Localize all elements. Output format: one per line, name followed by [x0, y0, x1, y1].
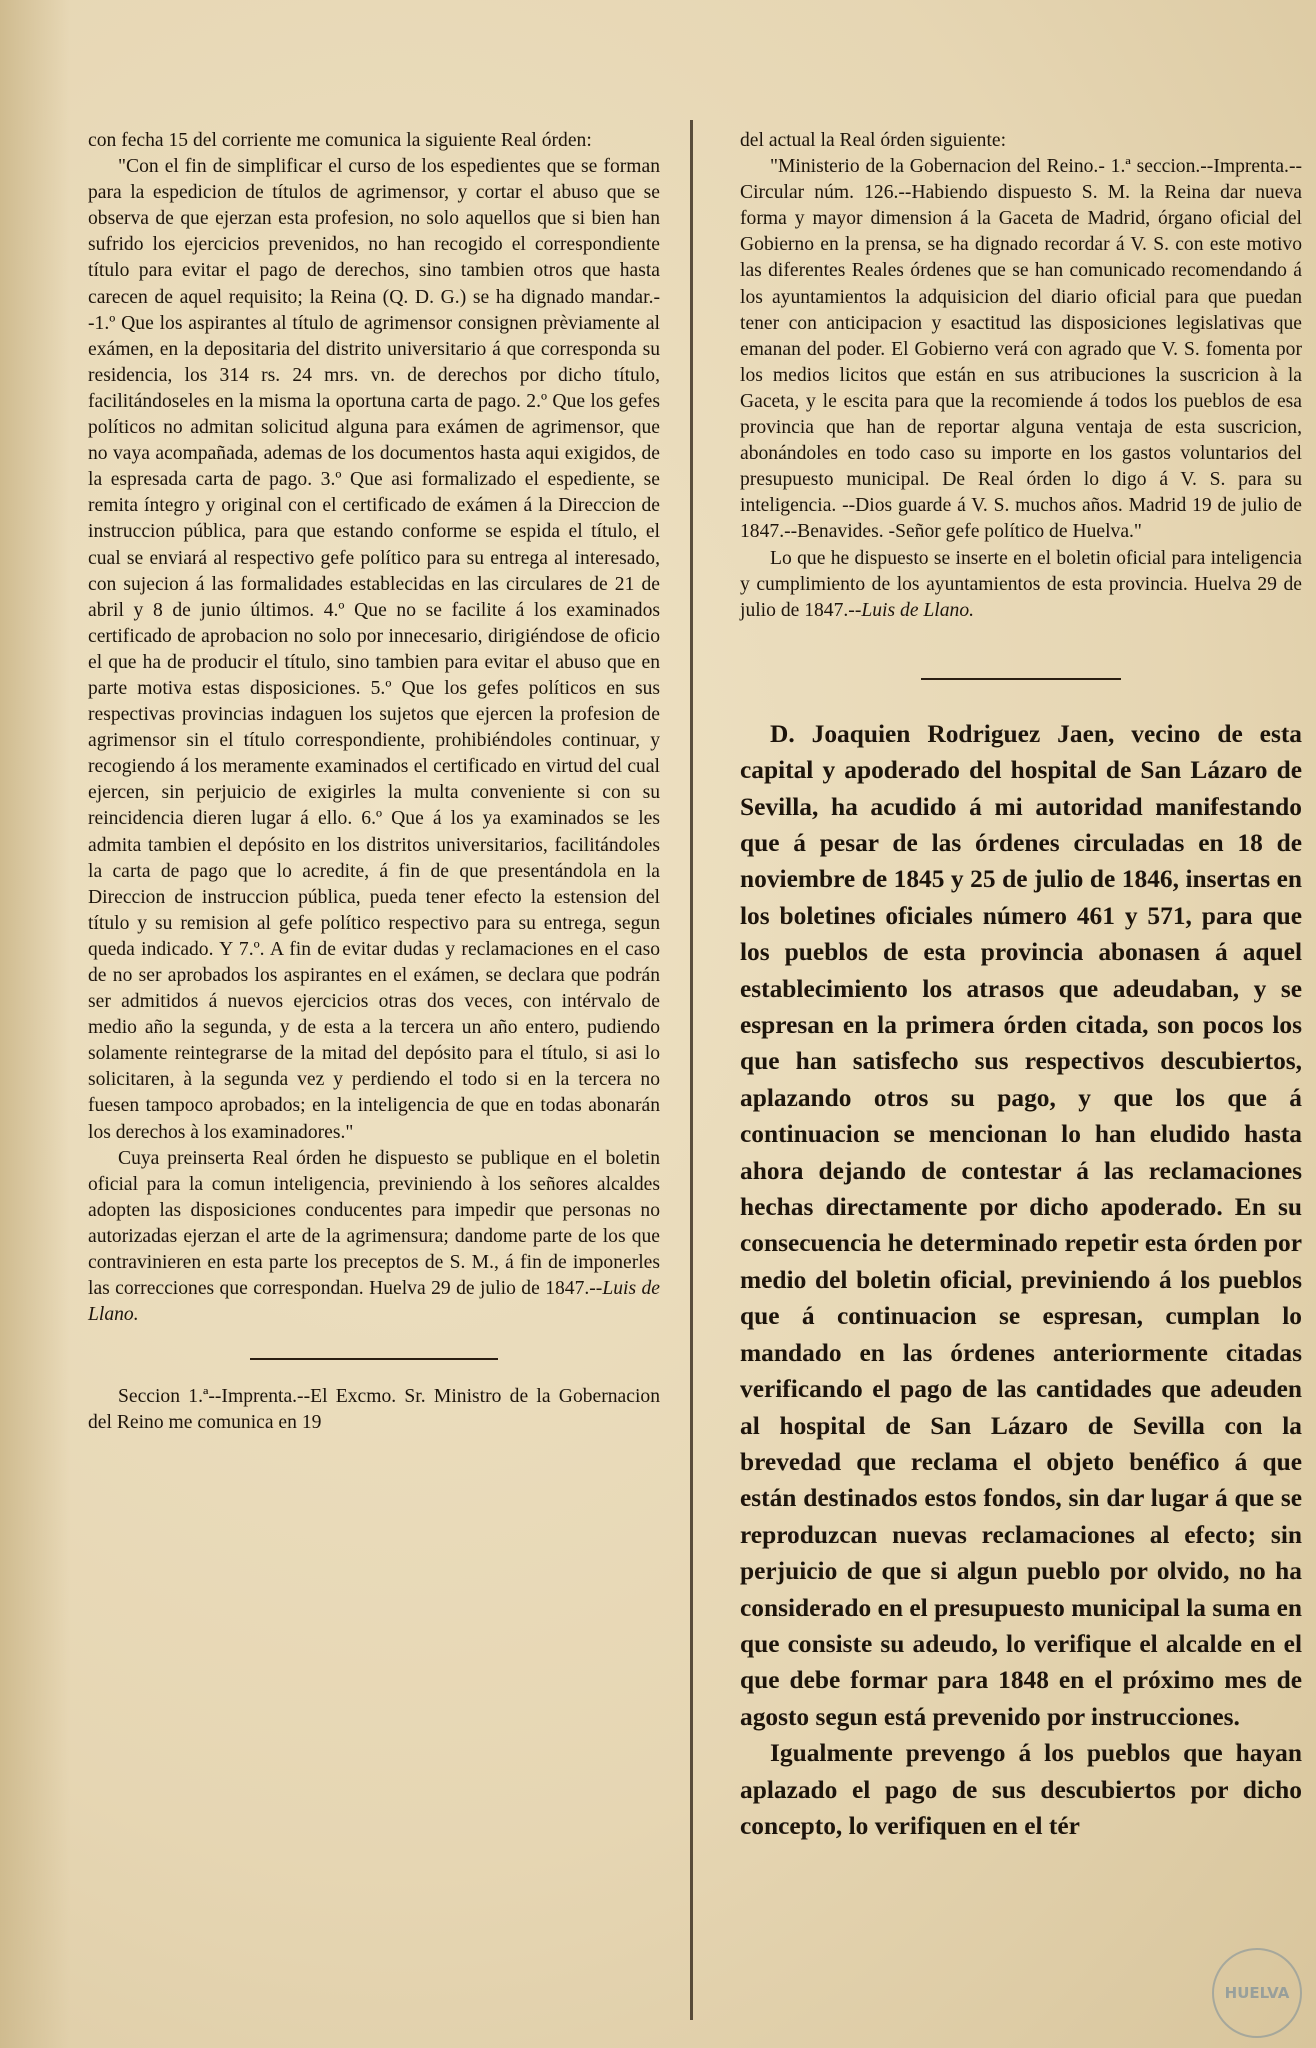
right-column — [740, 128, 1302, 1844]
right-section-rule — [921, 678, 1121, 680]
right-para-aplazado: Igualmente prevengo á los pueblos que hayan aplazado el pago de sus descubiertos por dicho concepto, lo verifiquen en el tér — [740, 1739, 1302, 1840]
left-section-rule — [250, 1358, 498, 1360]
page-shadow-edge — [0, 0, 70, 2048]
right-para-publication-text: Lo que he dispuesto se inserte en el boletin oficial para inteligencia y cumplimiento de los ayuntamientos de esta provincia. Huelva 29 de julio de 1847.-- — [740, 547, 1302, 621]
right-para-intro: del actual la Real órden siguiente: — [740, 130, 1007, 151]
right-para-ministerio: "Ministerio de la Gobernacion del Reino.- 1.ª seccion.--Imprenta.--Circular núm. 126.--Habiendo dispuesto S. M. la Reina dar nueva forma y mayor dimension á la Gaceta de Madrid, órgano oficial del Gobierno en la prensa, se ha dignado recordar á V. S. con este motivo las diferentes Reales órdenes que se han comunicado recomendando á los ayuntamientos la adquisicion del diario oficial para que puedan tener con anticipacion y esactitud las disposiciones legislativas que emanan del poder. El Gobierno verá con agrado que V. S. fomenta por los medios licitos que están en sus atribuciones la suscricion à la Gaceta, y le escita para que la recomiende á todos los pueblos de esa provincia que han de reportar alguna ventaja de esta suscricion, abonándoles en todo caso su importe en los gastos voluntarios del presupuesto municipal. De Real órden lo digo á V. S. para su inteligencia. --Dios guarde á V. S. muchos años. Madrid 19 de julio de 1847.--Benavides. -Señor gefe político de Huelva." — [740, 156, 1302, 543]
left-para-real-orden: "Con el fin de simplificar el curso de los espedientes que se forman para la espedicion de títulos de agrimensor, y cortar el abuso que se observa de que ejerzan esta profesion, no solo aquellos que si bien han sufrido los ejercicios prevenidos, no han recogido el correspondiente título para evitar el pago de derechos, sino tambien otros que hasta carecen de aquel requisito; la Reina (Q. D. G.) se ha dignado mandar.--1.º Que los aspirantes al título de agrimensor consignen prèviamente al exámen, en la depositaria del distrito universitario á que corresponda su residencia, los 314 rs. 24 mrs. vn. de derechos por dicho título, facilitándoseles en la misma la oportuna carta de pago. 2.º Que los gefes políticos no admitan solicitud alguna para exámen de agrimensor, que no vaya acompañada, ademas de los documentos hasta aqui exigidos, de la espresada carta de pago. 3.º Que asi formalizado el espediente, se remita íntegro y original con el certificado de exámen á la Direccion de instruccion pública, para que estando conforme se espida el título, el cual se enviará al respectivo gefe político para su entrega al interesado, con sujecion á las formalidades establecidas en las circulares de 21 de abril y 8 de junio últimos. 4.º Que no se facilite á los examinados certificado de aprobacion no solo por innecesario, dirigiéndose de oficio el que ha de producir el título, sino tambien para evitar el abuso que en parte motiva estas disposiciones. 5.º Que los gefes políticos en sus respectivas provincias indaguen los sujetos que ejercen la profesion de agrimensor sin el título correspondiente, prohibiéndoles continuar, y recogiendo á los meramente examinados el certificado en virtud del cual ejercen, sin perjuicio de exigirles la multa conveniente si con su reincidencia dieren lugar á ello. 6.º Que á los ya examinados se les admita tambien el depósito en los distritos universitarios, facilitándoles la carta de pago que lo acredite, á fin de que presentándola en la Direccion de instruccion pública, pueda tener efecto la estension del título y su remision al gefe político respectivo para su entrega, segun queda indicado. Y 7.º. A fin de evitar dudas y reclamaciones en el caso de no ser aprobados los aspirantes en el exámen, se declara que podrán ser admitidos á nuevos ejercicios otras dos veces, con intérvalo de medio año la segunda, y de esta a la tercera un año entero, pudiendo solamente reintegrarse de la mitad del depósito para el título, si asi lo solicitaren, à la segunda vez y perdiendo el todo si en la tercera no fuesen tampoco aprobados; en la inteligencia de que en todas abonarán los derechos à los examinadores." — [88, 156, 660, 1143]
right-para-hospital: D. Joaquien Rodriguez Jaen, vecino de esta capital y apoderado del hospital de San Lázaro de Sevilla, ha acudido á mi autoridad manifestando que á pesar de las órdenes circuladas en 18 de noviembre de 1845 y 25 de julio de 1846, insertas en los boletines oficiales número 461 y 571, para que los pueblos de esta provincia abonasen á aquel establecimiento los atrasos que adeudaban, y se espresan en la primera órden citada, son pocos los que han satisfecho sus respectivos descubiertos, aplazando otros su pago, y que los que á continuacion se mencionan lo han eludido hasta ahora dejando de contestar á las reclamaciones hechas directamente por dicho apoderado. En su consecuencia he determinado repetir esta órden por medio del boletin oficial, previniendo á los pueblos que á continuacion se espresan, cumplan lo mandado en las órdenes anteriormente citadas verificando el pago de las cantidades que adeuden al hospital de San Lázaro de Sevilla con la brevedad que reclama el objeto benéfico á que están destinados estos fondos, sin dar lugar á que se reproduzcan nuevas reclamaciones al efecto; sin perjuicio de que si algun pueblo por olvido, no ha considerado en el presupuesto municipal la suma en que consiste su adeudo, lo verifique el alcalde en el que debe formar para 1848 en el próximo mes de agosto segun está prevenido por instrucciones. — [740, 719, 1302, 1731]
right-signature: Luis de Llano. — [861, 599, 975, 621]
library-stamp: HUELVA — [1212, 1948, 1302, 2038]
left-para-seccion: Seccion 1.ª--Imprenta.--El Excmo. Sr. Ministro de la Gobernacion del Reino me comunica en 19 — [88, 1386, 660, 1434]
right-para-publication — [740, 546, 1302, 624]
left-signature: Luis de Llano. — [88, 1278, 661, 1326]
left-para-publication-text: Cuya preinserta Real órden he dispuesto se publique en el boletin oficial para la comun inteligencia, previniendo à los señores alcaldes adopten las disposiciones conducentes para impedir que personas no autorizadas ejerzan el arte de la agrimensura; dandome parte de los que contravinieren en esta parte los preceptos de S. M., á fin de imponerles las correcciones que correspondan. Huelva 29 de julio de 1847.-- — [88, 1147, 660, 1300]
left-para-publication — [88, 1146, 660, 1329]
column-divider — [690, 120, 693, 2020]
left-column — [88, 128, 660, 1437]
left-para-intro: con fecha 15 del corriente me comunica la siguiente Real órden: — [88, 130, 592, 151]
